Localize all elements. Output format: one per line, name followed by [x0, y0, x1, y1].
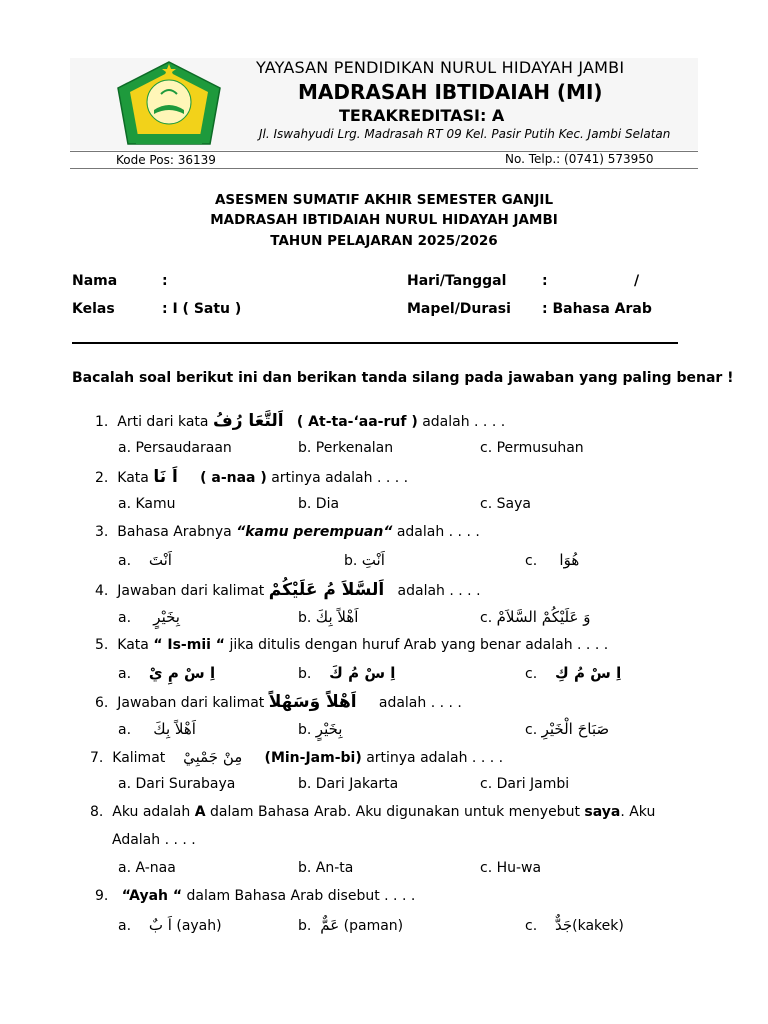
question-text: Bahasa Arabnya [117, 524, 237, 540]
question-text-mid: dalam Bahasa Arab. Aku digunakan untuk menyebut [209, 804, 585, 820]
madrasah-emblem-icon [116, 60, 222, 148]
exam-year: TAHUN PELAJARAN 2025/2026 [270, 233, 498, 249]
header-divider-bottom [70, 168, 698, 169]
question-7 [90, 748, 503, 766]
option-label: b. [298, 722, 312, 738]
question-4 [95, 580, 481, 600]
option-arabic: عَمٌّ [320, 916, 340, 934]
question-tail: adalah . . . . [397, 583, 481, 599]
exam-title: ASESMEN SUMATIF AKHIR SEMESTER GANJIL [214, 192, 554, 208]
date-separator: / [634, 273, 640, 289]
option-arabic: اِ سْ مِ يْ [148, 664, 216, 682]
option-a[interactable] [118, 551, 172, 569]
question-text: Aku adalah [112, 804, 195, 820]
option-label: c. [525, 553, 538, 569]
option-b[interactable] [298, 916, 403, 934]
option-c[interactable] [525, 720, 609, 738]
option-c[interactable]: c. Permusuhan [480, 440, 584, 456]
question-text: Kata [117, 637, 154, 653]
kelas-label: Kelas [72, 301, 115, 317]
option-arabic: بِخَيْرٍ [153, 608, 180, 626]
question-3 [95, 524, 480, 540]
hari-tanggal-label: Hari/Tanggal [407, 273, 507, 289]
question-tail: adalah . . . . [396, 524, 480, 540]
option-arabic: وَ عَلَيْكُمْ السَّلاَمْ [496, 608, 591, 626]
transliteration: ( At-ta-‘aa-ruf ) [296, 414, 418, 430]
question-6 [95, 692, 462, 712]
option-label: a. [118, 918, 132, 934]
question-tail: . Aku [620, 804, 656, 820]
postal-code: Kode Pos: 36139 [116, 153, 216, 167]
option-b[interactable]: b. Dari Jakarta [298, 776, 399, 792]
option-b[interactable] [298, 720, 342, 738]
exam-school: MADRASAH IBTIDAIAH NURUL HIDAYAH JAMBI [210, 212, 558, 228]
option-a[interactable]: a. A-naa [118, 860, 176, 876]
foundation-name: YAYASAN PENDIDIKAN NURUL HIDAYAH JAMBI [256, 58, 625, 77]
option-label: c. [525, 666, 538, 682]
option-a[interactable] [118, 916, 222, 934]
question-emphasis: A [194, 804, 206, 820]
mapel-value: : Bahasa Arab [542, 301, 652, 317]
phone-number: No. Telp.: (0741) 573950 [505, 152, 654, 166]
question-tail: adalah . . . . [378, 695, 462, 711]
option-a[interactable]: a. Persaudaraan [118, 440, 232, 456]
option-arabic: صَبَاحَ الْخَيْرِ [541, 720, 610, 738]
option-arabic: اَنْتَ [148, 551, 172, 569]
option-label: b. [344, 553, 358, 569]
option-b[interactable]: b. An-ta [298, 860, 354, 876]
question-text: Kata [117, 470, 154, 486]
question-8-continuation: Adalah . . . . [112, 832, 196, 848]
option-label: a. [118, 553, 132, 569]
school-name: MADRASAH IBTIDAIAH (MI) [298, 80, 603, 104]
option-c[interactable] [525, 664, 621, 682]
option-a[interactable] [118, 608, 180, 626]
question-9 [95, 888, 415, 904]
option-a[interactable] [118, 664, 215, 682]
question-tail: dalam Bahasa Arab disebut . . . . [186, 888, 416, 904]
option-label: b. [298, 610, 312, 626]
nama-label: Nama [72, 273, 118, 289]
question-number: 8. [90, 804, 104, 820]
arabic-term: اَلتَّعَا رُفُ [212, 411, 284, 431]
transliteration: (Min-Jam-bi) [264, 750, 362, 766]
question-number: 3. [95, 524, 109, 540]
question-2 [95, 467, 408, 487]
option-label: c. [525, 722, 538, 738]
option-a[interactable]: a. Kamu [118, 496, 176, 512]
arabic-term: اَهْلاً وَسَهْلاً [268, 692, 357, 712]
option-b[interactable] [298, 608, 358, 626]
option-b[interactable]: b. Perkenalan [298, 440, 394, 456]
arabic-term: اَلسَّلاَ مُ عَلَيْكُمْ [268, 580, 385, 600]
option-note: (kakek) [572, 918, 624, 934]
question-number: 6. [95, 695, 109, 711]
arabic-term: اَ نَا [153, 467, 178, 487]
option-arabic: جَدٌّ [554, 916, 573, 934]
question-number: 5. [95, 637, 109, 653]
option-c[interactable]: c. Hu-wa [480, 860, 542, 876]
question-number: 4. [95, 583, 109, 599]
option-arabic: اِ سْ مُ كِ [554, 664, 622, 682]
option-a[interactable] [118, 720, 196, 738]
option-arabic: اَهْلاً بِكَ [315, 608, 359, 626]
option-note: (paman) [343, 918, 404, 934]
option-c[interactable] [525, 551, 579, 569]
transliteration: ( a-naa ) [200, 470, 267, 486]
question-text: Jawaban dari kalimat [117, 583, 269, 599]
question-emphasis: “kamu perempuan“ [236, 524, 393, 540]
option-label: b. [298, 666, 312, 682]
option-label: c. [480, 610, 493, 626]
question-1 [95, 411, 505, 431]
option-c[interactable]: c. Dari Jambi [480, 776, 570, 792]
question-number: 1. [95, 414, 109, 430]
question-emphasis: “Ayah “ [121, 888, 183, 904]
question-number: 9. [95, 888, 109, 904]
option-label: c. [525, 918, 538, 934]
option-c[interactable]: c. Saya [480, 496, 531, 512]
question-emphasis: “ Is-mii “ [153, 637, 226, 653]
option-b[interactable]: b. Dia [298, 496, 340, 512]
option-label: a. [118, 722, 132, 738]
identity-rule [72, 342, 678, 344]
nama-field[interactable]: : [162, 273, 168, 289]
question-tail: jika ditulis dengan huruf Arab yang benar adalah . . . . [229, 637, 609, 653]
option-c[interactable] [525, 916, 624, 934]
mapel-label: Mapel/Durasi [407, 301, 511, 317]
option-a[interactable]: a. Dari Surabaya [118, 776, 236, 792]
instruction-text: Bacalah soal berikut ini dan berikan tanda silang pada jawaban yang paling benar ! [72, 370, 734, 386]
school-address: Jl. Iswahyudi Lrg. Madrasah RT 09 Kel. Pasir Putih Kec. Jambi Selatan [259, 127, 671, 141]
question-emphasis-2: saya [584, 804, 621, 820]
option-arabic: اِ سْ مُ كَ [329, 664, 396, 682]
option-b[interactable] [344, 551, 385, 569]
option-arabic: اَ بٌ [148, 916, 172, 934]
option-arabic: هُوَا [559, 551, 580, 569]
arabic-term: مِنْ جَمْبِيْ [183, 748, 243, 766]
option-label: b. [298, 918, 312, 934]
question-text: Jawaban dari kalimat [117, 695, 269, 711]
option-label: a. [118, 610, 132, 626]
kelas-value: : I ( Satu ) [162, 301, 242, 317]
hari-tanggal-field[interactable]: : [542, 273, 548, 289]
option-note: (ayah) [176, 918, 222, 934]
question-number: 7. [90, 750, 104, 766]
question-8 [90, 804, 655, 820]
question-number: 2. [95, 470, 109, 486]
option-b[interactable] [298, 664, 395, 682]
question-tail: artinya adalah . . . . [271, 470, 409, 486]
accreditation-status: TERAKREDITASI: A [339, 106, 505, 125]
option-arabic: بِخَيْرٍ [315, 720, 343, 738]
option-label: a. [118, 666, 132, 682]
option-arabic: اَهْلاً بِكَ [153, 720, 196, 738]
question-5 [95, 637, 608, 653]
question-text: Arti dari kata [117, 414, 213, 430]
option-c[interactable] [480, 608, 590, 626]
question-text: Kalimat [112, 750, 170, 766]
question-tail: artinya adalah . . . . [366, 750, 504, 766]
option-arabic: اَنْتِ [361, 551, 385, 569]
question-tail: adalah . . . . [422, 414, 506, 430]
